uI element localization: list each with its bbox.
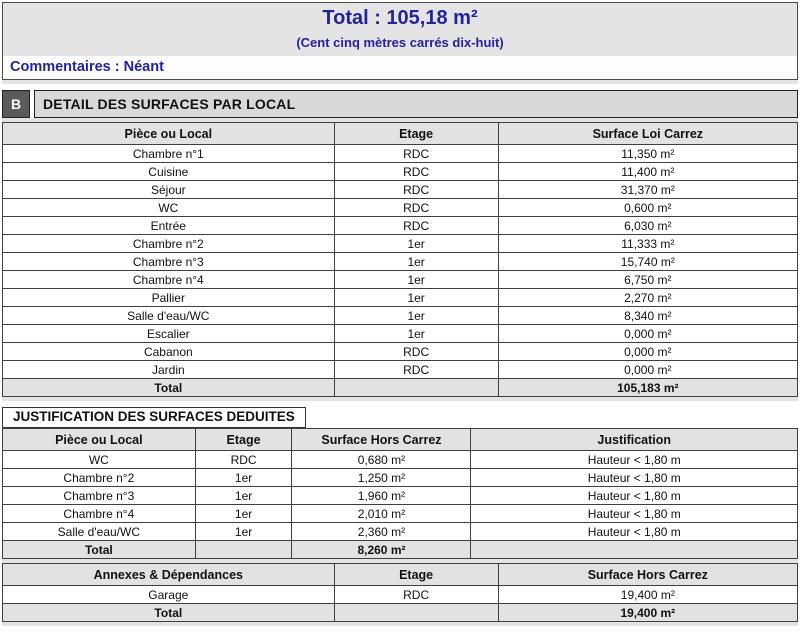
table-cell: WC <box>3 451 196 469</box>
table-cell: 11,400 m² <box>498 163 797 181</box>
total-surface-value: Total : 105,18 m² <box>322 7 478 29</box>
table-cell: RDC <box>334 199 498 217</box>
table-cell: RDC <box>334 343 498 361</box>
table-cell: Total <box>3 604 335 622</box>
annexes-table <box>2 563 798 622</box>
surfaces-table <box>2 122 798 397</box>
table-cell: 11,333 m² <box>498 235 797 253</box>
table-row <box>3 217 798 235</box>
table-row <box>3 325 798 343</box>
table-cell: Garage <box>3 586 335 604</box>
table-cell: 0,000 m² <box>498 325 797 343</box>
table-cell <box>334 604 498 622</box>
table-cell <box>334 379 498 397</box>
total-row <box>3 604 798 622</box>
table-cell: Salle d'eau/WC <box>3 307 335 325</box>
table-cell: 0,000 m² <box>498 343 797 361</box>
table-cell: 1er <box>334 307 498 325</box>
table-cell: RDC <box>334 181 498 199</box>
table-cell: 1er <box>334 235 498 253</box>
surfaces-table-shadow <box>2 397 798 401</box>
table-cell: Séjour <box>3 181 335 199</box>
section-header <box>2 90 798 118</box>
column-header: Annexes & Dépendances <box>3 564 335 586</box>
table-row <box>3 271 798 289</box>
table-cell: Total <box>3 541 196 559</box>
table-cell: Entrée <box>3 217 335 235</box>
column-header: Etage <box>195 429 292 451</box>
table-row <box>3 586 798 604</box>
table-row <box>3 199 798 217</box>
comments-line: Commentaires : Néant <box>3 56 797 79</box>
table-cell <box>471 541 798 559</box>
table-cell: 6,030 m² <box>498 217 797 235</box>
column-header: Etage <box>334 564 498 586</box>
table-cell: 2,270 m² <box>498 289 797 307</box>
table-cell: 1er <box>195 523 292 541</box>
summary-total-section <box>3 3 797 56</box>
table-cell: Total <box>3 379 335 397</box>
table-cell: 1er <box>334 271 498 289</box>
table-cell: Chambre n°3 <box>3 487 196 505</box>
table-cell: Chambre n°2 <box>3 469 196 487</box>
column-header: Pièce ou Local <box>3 429 196 451</box>
table-cell: RDC <box>195 451 292 469</box>
annexes-table-shadow <box>2 622 798 626</box>
table-cell: Salle d'eau/WC <box>3 523 196 541</box>
table-cell: 2,360 m² <box>292 523 471 541</box>
table-cell: RDC <box>334 217 498 235</box>
table-cell: Cuisine <box>3 163 335 181</box>
table-cell: 19,400 m² <box>498 586 797 604</box>
table-cell: Hauteur < 1,80 m <box>471 505 798 523</box>
table-cell: 1,960 m² <box>292 487 471 505</box>
table-cell: 2,010 m² <box>292 505 471 523</box>
table-cell: Chambre n°4 <box>3 505 196 523</box>
table-cell: 1er <box>195 487 292 505</box>
table-cell: Jardin <box>3 361 335 379</box>
section-badge: B <box>2 90 30 118</box>
table-cell: Chambre n°3 <box>3 253 335 271</box>
table-cell: Escalier <box>3 325 335 343</box>
table-row <box>3 361 798 379</box>
table-cell: 0,000 m² <box>498 361 797 379</box>
table-cell: 1er <box>334 289 498 307</box>
table-cell: RDC <box>334 163 498 181</box>
deductions-title: JUSTIFICATION DES SURFACES DEDUITES <box>2 407 306 428</box>
table-cell: Hauteur < 1,80 m <box>471 469 798 487</box>
total-row <box>3 379 798 397</box>
table-cell: 1er <box>334 325 498 343</box>
table-cell: Cabanon <box>3 343 335 361</box>
deductions-table <box>2 428 798 559</box>
table-row <box>3 163 798 181</box>
table-row <box>3 469 798 487</box>
header-row <box>3 564 798 586</box>
column-header: Pièce ou Local <box>3 123 335 145</box>
table-row <box>3 307 798 325</box>
table-row <box>3 253 798 271</box>
table-cell: WC <box>3 199 335 217</box>
table-row <box>3 487 798 505</box>
section-title: DETAIL DES SURFACES PAR LOCAL <box>34 90 798 118</box>
table-cell: Hauteur < 1,80 m <box>471 487 798 505</box>
table-cell: 1er <box>195 469 292 487</box>
table-cell: 19,400 m² <box>498 604 797 622</box>
table-cell: RDC <box>334 145 498 163</box>
table-cell: 105,183 m² <box>498 379 797 397</box>
table-cell: 1er <box>334 253 498 271</box>
table-cell: 31,370 m² <box>498 181 797 199</box>
table-cell: 8,260 m² <box>292 541 471 559</box>
table-cell: 6,750 m² <box>498 271 797 289</box>
table-cell: 15,740 m² <box>498 253 797 271</box>
table-row <box>3 145 798 163</box>
table-cell: RDC <box>334 361 498 379</box>
table-row <box>3 523 798 541</box>
total-surface-words: (Cent cinq mètres carrés dix-huit) <box>296 35 504 50</box>
table-cell: 11,350 m² <box>498 145 797 163</box>
table-cell: 1,250 m² <box>292 469 471 487</box>
table-cell: 0,680 m² <box>292 451 471 469</box>
table-cell: 0,600 m² <box>498 199 797 217</box>
header-row <box>3 123 798 145</box>
table-cell <box>195 541 292 559</box>
total-row <box>3 541 798 559</box>
table-cell: 1er <box>195 505 292 523</box>
table-cell: Pallier <box>3 289 335 307</box>
table-cell: 8,340 m² <box>498 307 797 325</box>
table-cell: RDC <box>334 586 498 604</box>
column-header: Surface Hors Carrez <box>498 564 797 586</box>
table-row <box>3 289 798 307</box>
summary-box-shadow <box>2 80 798 84</box>
table-row <box>3 505 798 523</box>
table-row <box>3 235 798 253</box>
table-cell: Chambre n°4 <box>3 271 335 289</box>
summary-box <box>2 2 798 80</box>
column-header: Surface Hors Carrez <box>292 429 471 451</box>
table-cell: Chambre n°2 <box>3 235 335 253</box>
table-cell: Hauteur < 1,80 m <box>471 451 798 469</box>
table-row <box>3 343 798 361</box>
column-header: Justification <box>471 429 798 451</box>
column-header: Etage <box>334 123 498 145</box>
table-row <box>3 451 798 469</box>
table-cell: Chambre n°1 <box>3 145 335 163</box>
column-header: Surface Loi Carrez <box>498 123 797 145</box>
table-row <box>3 181 798 199</box>
table-cell: Hauteur < 1,80 m <box>471 523 798 541</box>
header-row <box>3 429 798 451</box>
